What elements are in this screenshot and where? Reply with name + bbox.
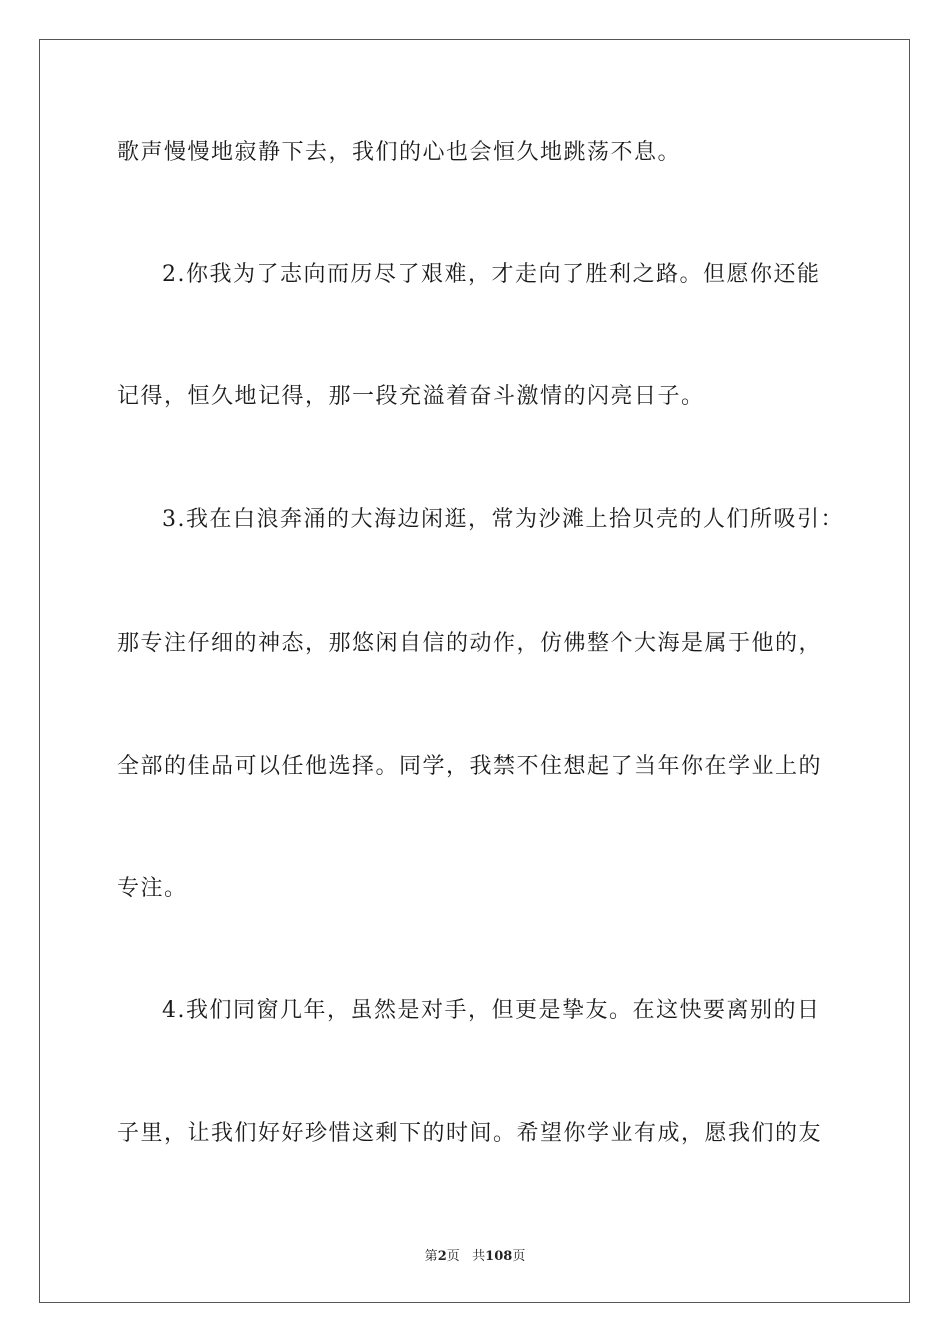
paragraph-line-1: 歌声慢慢地寂静下去，我们的心也会恒久地跳荡不息。 [117,140,682,165]
paragraph-line-9: 子里，让我们好好珍惜这剩下的时间。希望你学业有成，愿我们的友 [117,1121,823,1146]
page-frame [39,39,910,1303]
paragraph-line-8: 4.我们同窗几年，虽然是对手，但更是挚友。在这快要离别的日 [162,998,821,1023]
page-prefix: 第 [424,1249,438,1264]
paragraph-line-5: 那专注仔细的神态，那悠闲自信的动作，仿佛整个大海是属于他的， [117,631,823,656]
paragraph-line-3: 记得，恒久地记得，那一段充溢着奋斗激情的闪亮日子。 [117,384,705,409]
paragraph-line-6: 全部的佳品可以任他选择。同学，我禁不住想起了当年你在学业上的 [117,754,823,779]
total-suffix: 页 [512,1249,526,1264]
page-suffix: 页 [446,1249,460,1264]
paragraph-line-7: 专注。 [117,876,188,901]
page-footer [0,1248,950,1266]
total-prefix: 共 [472,1249,486,1264]
total-pages: 108 [485,1249,513,1264]
paragraph-line-4: 3.我在白浪奔涌的大海边闲逛，常为沙滩上拾贝壳的人们所吸引： [162,507,844,532]
paragraph-line-2: 2.你我为了志向而历尽了艰难，才走向了胜利之路。但愿你还能 [162,262,821,287]
page-number: 2 [437,1249,447,1264]
